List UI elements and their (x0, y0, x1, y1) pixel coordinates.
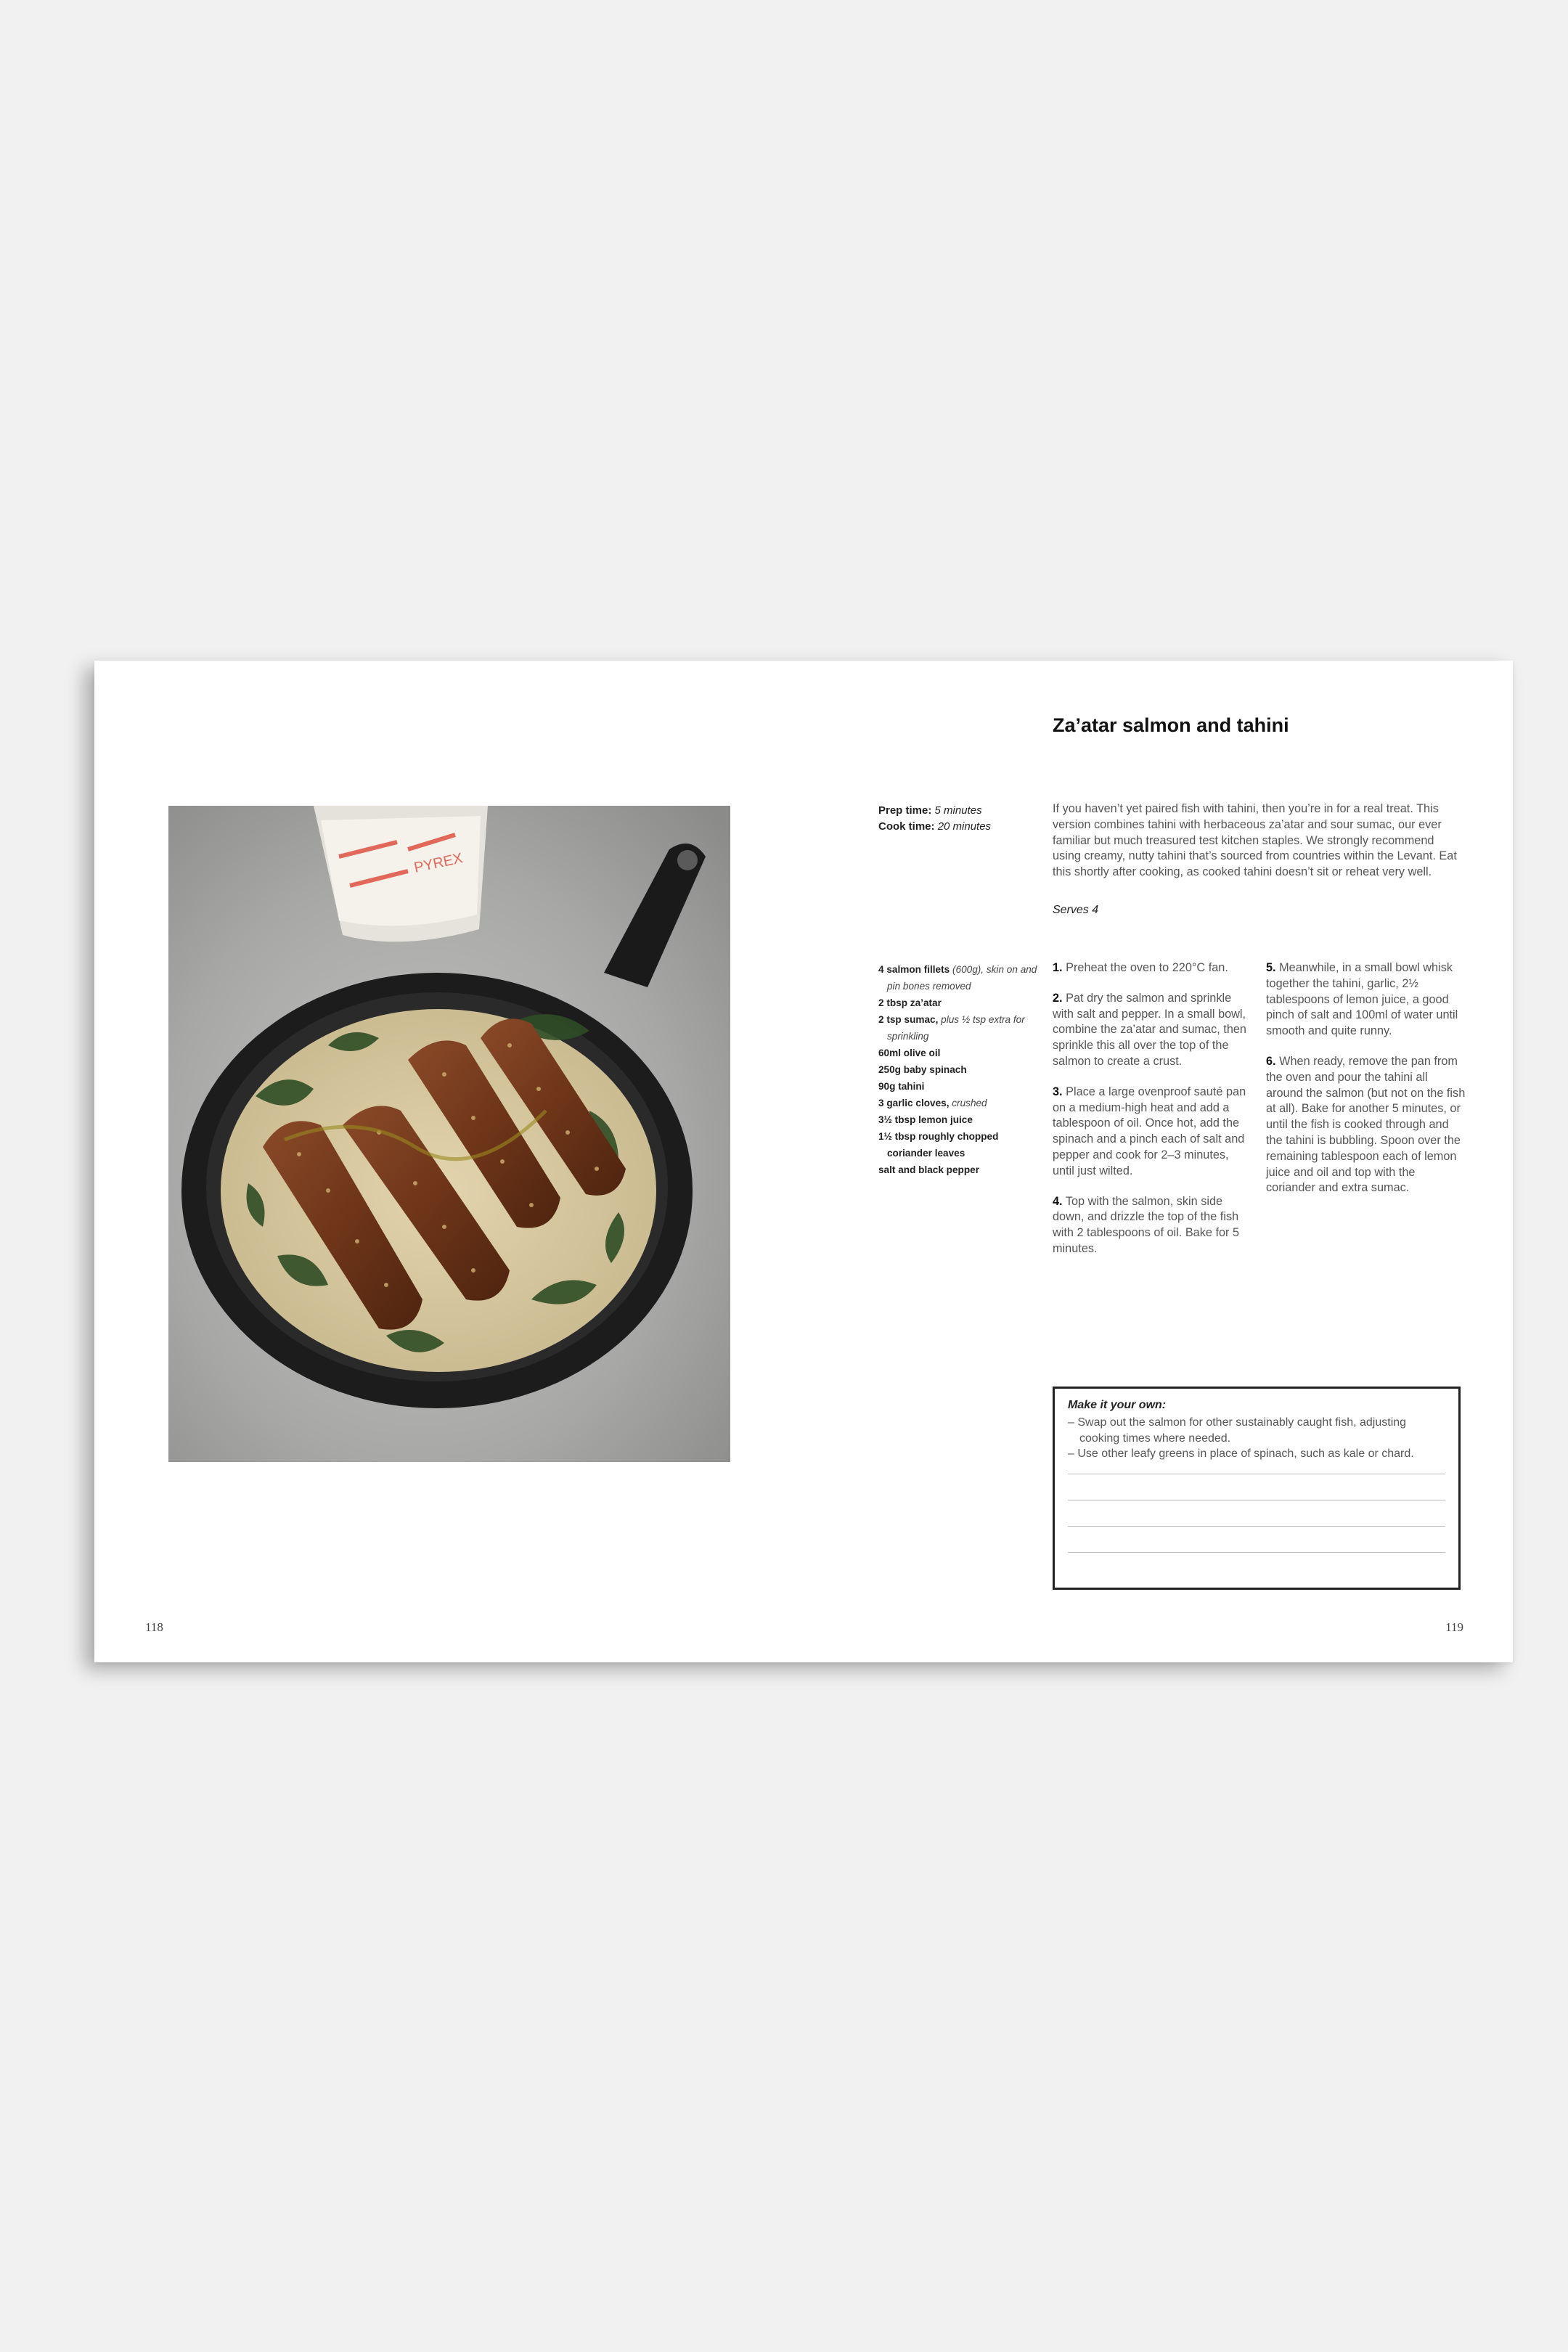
cook-time: Cook time: 20 minutes (878, 820, 992, 833)
make-it-your-own-box (1053, 1387, 1461, 1590)
method-step-1: 1. Preheat the oven to 220°C fan. (1053, 961, 1228, 974)
ingredient-item: 3½ tbsp lemon juice (878, 1114, 973, 1125)
note-line (1068, 1552, 1445, 1553)
tips-list (1068, 1415, 1445, 1462)
method-column-2 (1266, 960, 1466, 1211)
method-step-6: 6. When ready, remove the pan from the oven and pour the tahini all around the salmon (but not on the fish at all). Bake for another 5 minutes, or until the fish is cooked through and the tahini is bubbling. Spoon over the remaining tablespoon each of lemon juice and oil and top with the coriander and extra sumac. (1266, 1054, 1466, 1195)
salmon-skillet-illustration (168, 806, 730, 1462)
page-number-left: 118 (145, 1620, 163, 1634)
tip-item: – Use other leafy greens in place of spinach, such as kale or chard. (1068, 1447, 1414, 1460)
method-column-1 (1053, 960, 1253, 1272)
ingredient-item: 4 salmon fillets (600g), skin on and pin bones removed (878, 964, 1037, 992)
ingredient-item: 2 tsp sumac, plus ½ tsp extra for sprinkling (878, 1014, 1025, 1042)
ingredient-item: 90g tahini (878, 1081, 925, 1092)
tip-item: – Swap out the salmon for other sustainably caught fish, adjusting cooking times where needed. (1068, 1416, 1407, 1445)
ingredient-item: salt and black pepper (878, 1164, 980, 1175)
jug-label: PYREX (412, 850, 465, 876)
method-step-2: 2. Pat dry the salmon and sprinkle with salt and pepper. In a small bowl, combine the za’atar and sumac, then sprinkle this all over the top of the salmon to create a crust. (1053, 991, 1246, 1068)
ingredient-item: 60ml olive oil (878, 1048, 941, 1058)
recipe-title: Za’atar salmon and tahini (1053, 714, 1289, 736)
ingredient-item: 2 tbsp za’atar (878, 997, 942, 1008)
method-step-4: 4. Top with the salmon, skin side down, and drizzle the top of the fish with 2 tablespoons of oil. Bake for 5 minutes. (1053, 1194, 1240, 1255)
measuring-jug (314, 806, 488, 942)
note-line (1068, 1526, 1445, 1527)
method-step-5: 5. Meanwhile, in a small bowl whisk together the tahini, garlic, 2½ tablespoons of lemon juice, a good pinch of salt and 100ml of water until smooth and quite runny. (1266, 961, 1458, 1038)
ingredient-item: 250g baby spinach (878, 1064, 967, 1075)
ingredient-item: 3 garlic cloves, crushed (878, 1098, 987, 1108)
page-number-right: 119 (1445, 1620, 1463, 1634)
recipe-intro: If you haven’t yet paired fish with tahini, then you’re in for a real treat. This version combines tahini with herbaceous za’atar and sour sumac, our ever familiar but much treasured test kitchen staples. We strongly recommend using creamy, nutty tahini that’s sourced from countries within the Levant. Eat this shortly after cooking, as cooked tahini doesn’t sit or reheat very well. (1053, 802, 1457, 879)
note-lines (1068, 1474, 1445, 1553)
book-spread (94, 661, 1513, 1662)
prep-time: Prep time: 5 minutes (878, 804, 982, 817)
serves: Serves 4 (1053, 904, 1099, 916)
timing-info (878, 803, 991, 835)
tips-heading: Make it your own: (1068, 1399, 1167, 1411)
ingredient-list (878, 961, 1038, 1178)
ingredient-item: 1½ tbsp roughly chopped coriander leaves (878, 1131, 999, 1159)
recipe-photo (168, 806, 730, 1462)
method-step-3: 3. Place a large ovenproof sauté pan on a medium-high heat and add a tablespoon of oil. Once hot, add the spinach and a pinch each of salt and pepper and cook for 2–3 minutes, until just wilted. (1053, 1085, 1246, 1177)
